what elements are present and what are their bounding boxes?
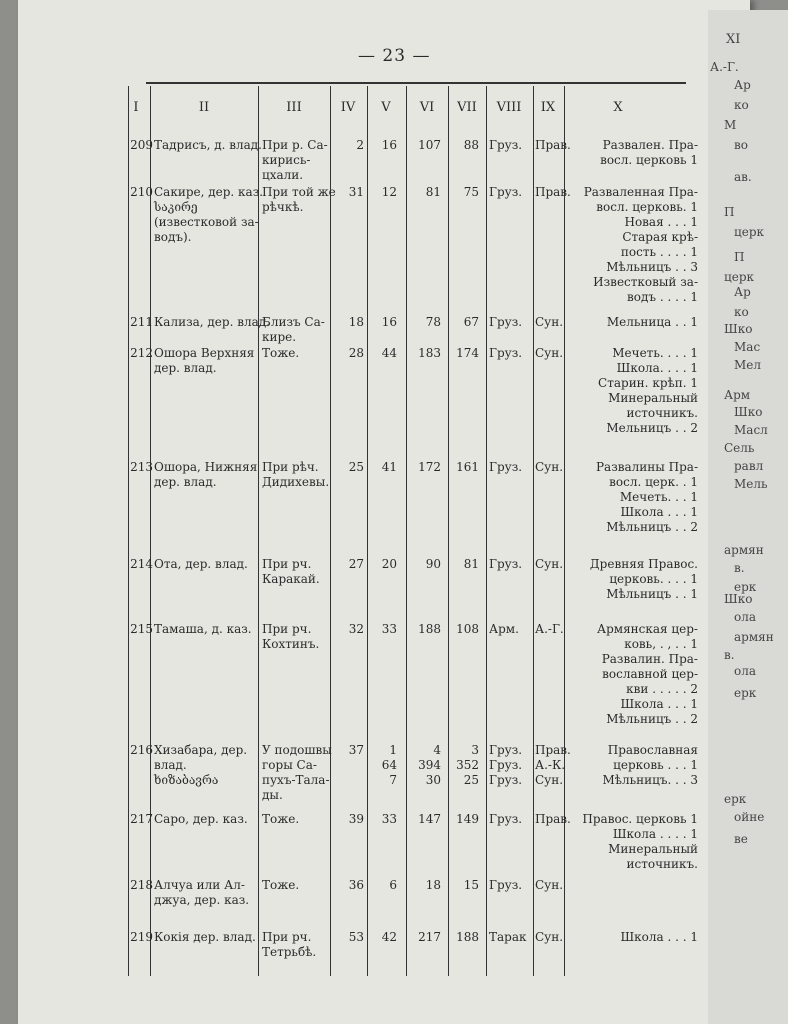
next-page-text: ерк [724,792,747,806]
nationality: Груз. [489,773,523,787]
settlement-name: джуа, дер. каз. [154,893,250,907]
religion: Сун. [535,878,564,892]
remarks: Древняя Правос. [589,557,698,571]
settlement-location: Тетрьбѣ. [262,945,317,959]
next-page-text: ко [734,98,749,112]
next-page-header: XI [726,32,741,47]
remarks: кви . . . . . 2 [626,682,698,696]
column-header: III [286,100,302,115]
column-rule [150,86,151,976]
col-v-value: 64 [381,758,397,772]
row-number: 211 [130,315,153,329]
remarks: Развалины Пра- [595,460,698,474]
settlement-name: Кокія дер. влад. [154,930,256,944]
remarks: Старин. крѣп. 1 [598,376,698,390]
column-rule [330,86,331,976]
settlement-location: Дидихевы. [262,475,330,489]
remarks: Минеральный [608,391,698,405]
settlement-location: кире. [262,330,297,344]
col-iv-value: 25 [348,460,364,474]
next-page-text: в. [734,561,745,575]
remarks: Новая . . . 1 [624,215,698,229]
col-vii-value: 108 [456,622,479,636]
settlement-name: водъ). [154,230,192,244]
settlement-location: Тоже. [262,346,300,360]
nationality: Груз. [489,743,523,757]
nationality: Груз. [489,878,523,892]
next-page-text: Масл [734,423,768,437]
col-vii-value: 188 [456,930,479,944]
next-page-text: в. [724,648,735,662]
col-vii-value: 25 [463,773,479,787]
col-v-value: 1 [389,743,397,757]
col-v-value: 33 [381,812,397,826]
settlement-location: При р. Са- [262,138,328,152]
religion: А.-К. [535,758,566,772]
next-page-text: равл [734,459,764,473]
settlement-name: ხიზაბავრა [154,773,219,787]
settlement-location: пухъ-Тала- [262,773,330,787]
col-vii-value: 174 [456,346,479,360]
next-page-edge [708,10,788,1024]
col-vii-value: 149 [456,812,479,826]
column-header: VIII [496,100,522,115]
remarks: Мечеть. . . 1 [619,490,698,504]
next-page-text: церк [724,270,754,284]
remarks: Мѣльницъ . . 2 [606,520,698,534]
religion: Сун. [535,315,564,329]
next-page-text: Шко [724,322,753,336]
column-rule [448,86,449,976]
column-header: X [613,100,623,115]
next-page-text: ве [734,832,748,846]
next-page-text: Мель [734,477,768,491]
col-v-value: 44 [381,346,397,360]
nationality: Груз. [489,346,523,360]
col-vi-value: 107 [418,138,441,152]
col-vii-value: 352 [456,758,479,772]
row-number: 214 [130,557,153,571]
col-vii-value: 75 [463,185,479,199]
religion: Сун. [535,346,564,360]
next-page-text: ола [734,610,757,624]
col-vii-value: 3 [471,743,479,757]
col-vi-value: 172 [418,460,441,474]
settlement-name: Кализа, дер. влад. [154,315,270,329]
row-number: 212 [130,346,153,360]
next-page-text: церк [734,225,764,239]
col-v-value: 20 [381,557,397,571]
settlement-location: Тоже. [262,878,300,892]
remarks: Мечеть. . . . 1 [612,346,698,360]
next-page-text: ола [734,664,757,678]
remarks: Школа . . . 1 [620,930,698,944]
col-vii-value: 15 [463,878,479,892]
column-header: VII [457,100,477,115]
nationality: Груз. [489,460,523,474]
col-vi-value: 18 [425,878,441,892]
row-number: 219 [130,930,153,944]
col-vi-value: 183 [418,346,441,360]
settlement-location: При той же [262,185,336,199]
col-v-value: 12 [381,185,397,199]
col-v-value: 16 [381,138,397,152]
row-number: 209 [130,138,153,152]
settlement-location: При рѣч. [262,460,319,474]
remarks: восл. церковь. 1 [596,200,698,214]
settlement-name: Ошора Верхняя [154,346,255,360]
next-page-text: Шко [724,592,753,606]
column-header: V [381,100,391,115]
settlement-name: Хизабара, дер. [154,743,248,757]
row-number: 217 [130,812,153,826]
next-page-text: Ар [734,285,751,299]
remarks: Мѣльницъ . . 3 [606,260,698,274]
column-header: IX [540,100,556,115]
remarks: восл. церковь 1 [600,153,698,167]
settlement-name: Тамаша, д. каз. [154,622,252,636]
settlement-location: При рч. [262,930,312,944]
remarks: Армянская цер- [597,622,698,636]
settlement-location: рѣчкѣ. [262,200,304,214]
next-page-text: Ар [734,78,751,92]
col-vii-value: 161 [456,460,479,474]
remarks: церковь. . . . 1 [609,572,698,586]
next-page-text: армян [734,630,774,644]
column-rule [128,86,129,976]
col-vi-value: 81 [425,185,441,199]
col-iv-value: 2 [356,138,364,152]
col-iv-value: 28 [348,346,364,360]
settlement-name: Ошора, Нижняя [154,460,258,474]
col-iv-value: 27 [348,557,364,571]
next-page-text: М [724,118,737,132]
settlement-location: ды. [262,788,283,802]
row-number: 213 [130,460,153,474]
settlement-location: Каракай. [262,572,320,586]
column-rule [486,86,487,976]
next-page-text: армян [724,543,764,557]
col-v-value: 33 [381,622,397,636]
column-header: VI [419,100,435,115]
row-number: 218 [130,878,153,892]
next-page-text: Шко [734,405,763,419]
col-vii-value: 88 [463,138,479,152]
next-page-text: Арм [724,388,751,402]
settlement-name: дер. влад. [154,475,217,489]
remarks: Минеральный [608,842,698,856]
settlement-name: влад. [154,758,187,772]
col-v-value: 42 [381,930,397,944]
remarks: Развалин. Пра- [601,652,698,666]
next-page-text: Мас [734,340,761,354]
col-vii-value: 81 [463,557,479,571]
remarks: церковь . . . 1 [613,758,698,772]
remarks: пость . . . . 1 [620,245,698,259]
col-vi-value: 217 [418,930,441,944]
next-page-text: Мел [734,358,762,372]
remarks: Мельница . . 1 [606,315,698,329]
col-vi-value: 30 [425,773,441,787]
remarks: источникъ. [626,406,698,420]
settlement-location: Близъ Са- [262,315,325,329]
nationality: Груз. [489,315,523,329]
settlement-name: საკირე [154,200,198,214]
nationality: Груз. [489,812,523,826]
column-rule [564,86,565,976]
religion: Прав. [535,743,571,757]
remarks: Старая крѣ- [622,230,698,244]
col-vi-value: 4 [433,743,441,757]
next-page-text: ерк [734,686,757,700]
remarks: Правос. церковь 1 [582,812,698,826]
row-number: 216 [130,743,153,757]
col-vi-value: 394 [418,758,441,772]
column-rule [406,86,407,976]
col-vi-value: 90 [425,557,441,571]
settlement-name: Ота, дер. влад. [154,557,248,571]
settlement-name: Сакире, дер. каз. [154,185,264,199]
next-page-text: во [734,138,748,152]
settlement-location: Тоже. [262,812,300,826]
table-top-rule [146,82,686,84]
col-v-value: 7 [389,773,397,787]
column-header: II [198,100,210,115]
next-page-text: А.-Г. [710,60,739,74]
page-number: — 23 — [358,46,431,66]
row-number: 210 [130,185,153,199]
religion: Прав. [535,185,571,199]
settlement-name: дер. влад. [154,361,217,375]
col-iv-value: 53 [348,930,364,944]
settlement-name: Саро, дер. каз. [154,812,248,826]
nationality: Груз. [489,557,523,571]
nationality: Арм. [489,622,519,636]
nationality: Груз. [489,185,523,199]
remarks: Школа . . . 1 [620,697,698,711]
remarks: Школа . . . . 1 [612,827,698,841]
next-page-text: ав. [734,170,752,184]
settlement-location: кирись- [262,153,311,167]
religion: Прав. [535,138,571,152]
col-iv-value: 32 [348,622,364,636]
nationality: Тарак [489,930,527,944]
religion: Сун. [535,460,564,474]
settlement-location: При рч. [262,557,312,571]
nationality: Груз. [489,138,523,152]
col-iv-value: 18 [348,315,364,329]
remarks: ковь, . , . . 1 [624,637,698,651]
settlement-location: Кохтинъ. [262,637,320,651]
remarks: Мѣльницъ . . 1 [606,587,698,601]
next-page-text: ойне [734,810,765,824]
column-header: IV [340,100,356,115]
religion: Сун. [535,773,564,787]
column-rule [533,86,534,976]
remarks: Мельницъ . . 2 [606,421,698,435]
settlement-name: (известковой за- [154,215,259,229]
remarks: водъ . . . . 1 [627,290,698,304]
next-page-text: ко [734,305,749,319]
settlement-location: горы Са- [262,758,317,772]
settlement-name: Алчуа или Ал- [154,878,245,892]
settlement-location: При рч. [262,622,312,636]
next-page-text: ерк [734,580,757,594]
remarks: Школа. . . . 1 [616,361,698,375]
col-v-value: 16 [381,315,397,329]
col-v-value: 41 [381,460,397,474]
remarks: Мѣльницъ . . 2 [606,712,698,726]
next-page-text: П [734,250,745,264]
column-header: I [133,100,139,115]
column-rule [367,86,368,976]
settlement-location: цхали. [262,168,304,182]
religion: Сун. [535,557,564,571]
next-page-text: П [724,205,735,219]
remarks: Развален. Пра- [602,138,698,152]
remarks: восл. церк. . 1 [609,475,698,489]
religion: А.-Г. [535,622,564,636]
remarks: источникъ. [626,857,698,871]
col-iv-value: 37 [348,743,364,757]
remarks: Известковый за- [593,275,698,289]
col-v-value: 6 [389,878,397,892]
col-vi-value: 188 [418,622,441,636]
col-vii-value: 67 [463,315,479,329]
remarks: Мѣльницъ. . . 3 [602,773,698,787]
col-iv-value: 31 [348,185,364,199]
religion: Прав. [535,812,571,826]
col-iv-value: 39 [348,812,364,826]
religion: Сун. [535,930,564,944]
remarks: Школа . . . 1 [620,505,698,519]
settlement-name: Тадрисъ, д. влад. [154,138,262,152]
remarks: вославной цер- [602,667,698,681]
next-page-text: Сель [724,441,755,455]
col-iv-value: 36 [348,878,364,892]
remarks: Разваленная Пра- [583,185,698,199]
settlement-location: У подошвы [262,743,332,757]
col-vi-value: 78 [425,315,441,329]
remarks: Православная [607,743,698,757]
col-vi-value: 147 [418,812,441,826]
nationality: Груз. [489,758,523,772]
row-number: 215 [130,622,153,636]
